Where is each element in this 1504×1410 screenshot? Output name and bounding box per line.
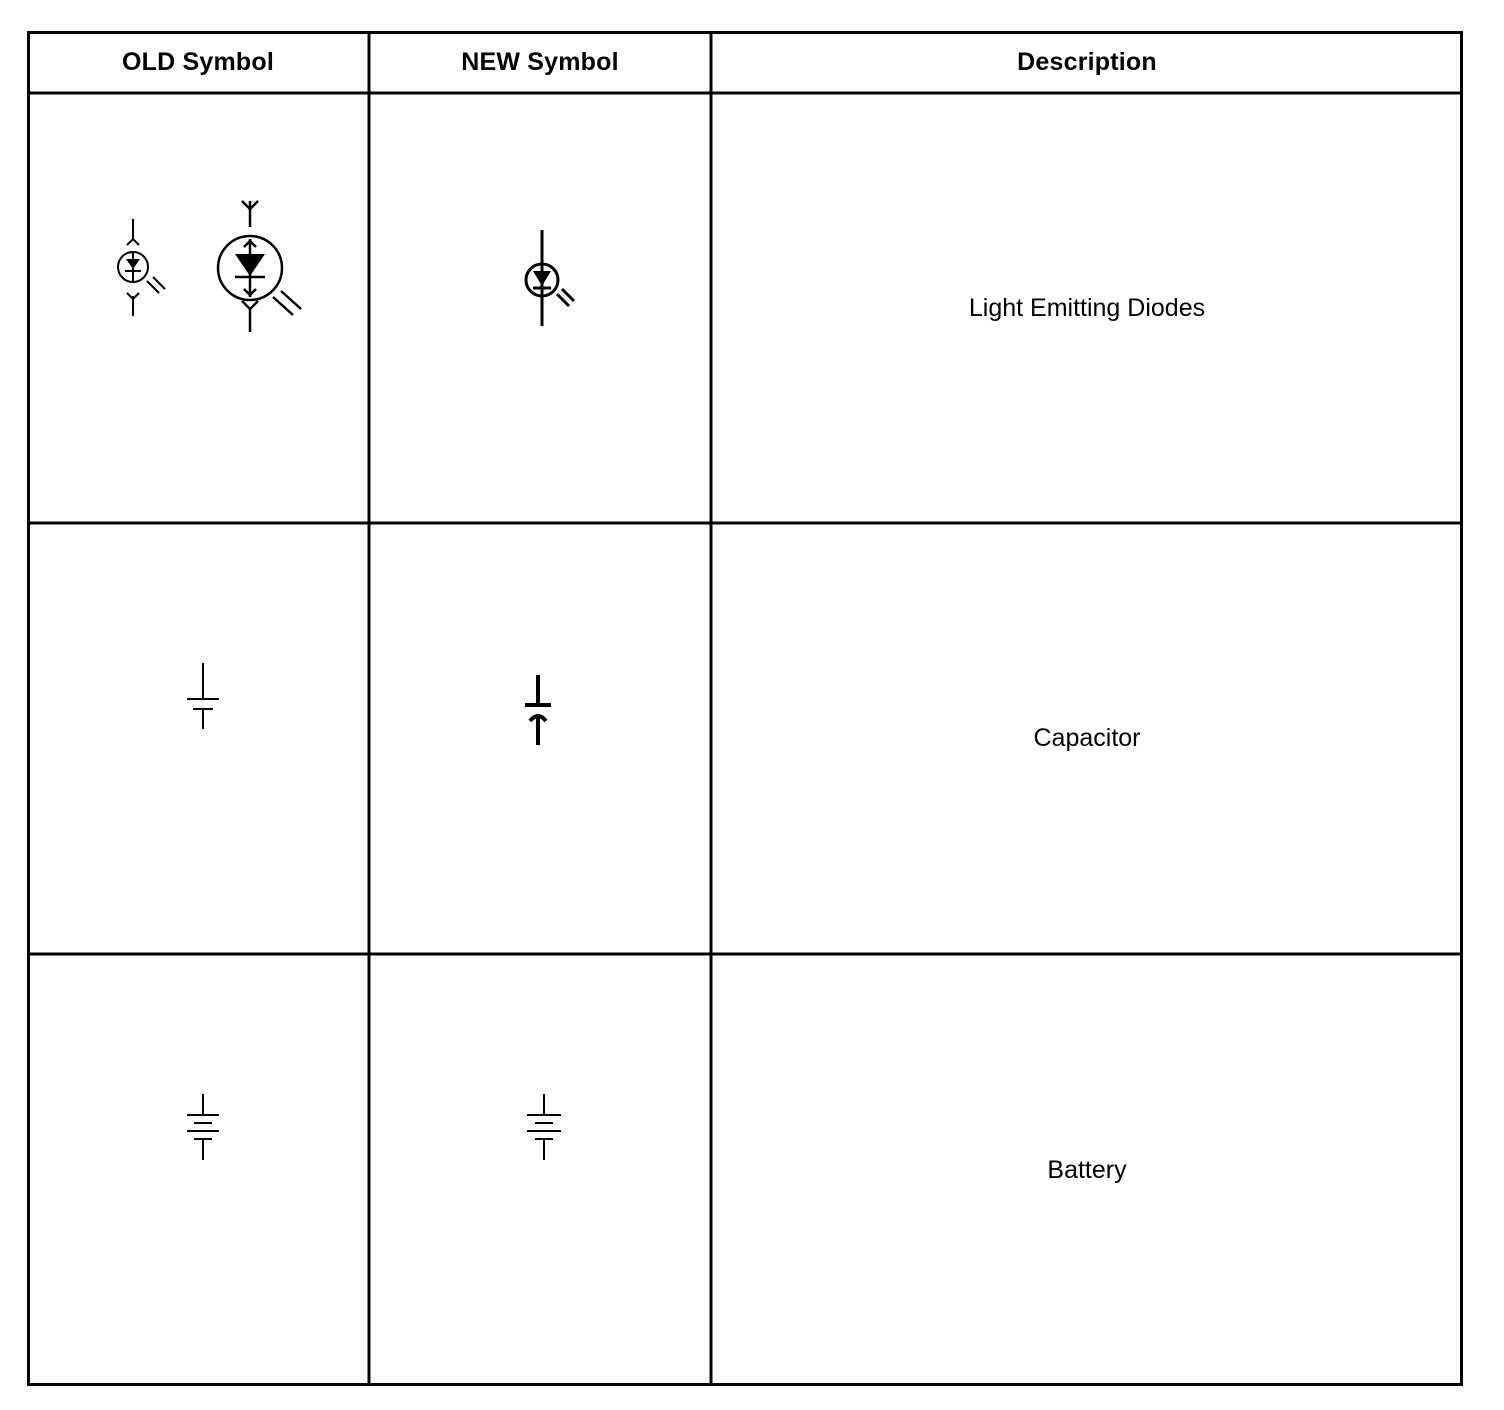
capacitor-new-symbol-icon: [517, 671, 557, 749]
battery-old-symbol-icon: [177, 1091, 227, 1163]
symbol-comparison-table: [27, 31, 1463, 1386]
led-new-symbol-icon: [517, 226, 577, 330]
led-small-old-symbol-icon: [107, 211, 167, 321]
battery-new-symbol-icon: [519, 1091, 569, 1163]
led-large-old-symbol-icon: [207, 197, 307, 337]
header-new-symbol: NEW Symbol: [461, 47, 619, 76]
description-battery: Battery: [1047, 1155, 1127, 1184]
capacitor-old-symbol-icon: [177, 659, 227, 733]
description-capacitor: Capacitor: [1033, 724, 1141, 752]
header-old-symbol: OLD Symbol: [121, 47, 274, 76]
description-led: Light Emitting Diodes: [968, 293, 1206, 322]
header-description: Description: [1017, 47, 1157, 76]
